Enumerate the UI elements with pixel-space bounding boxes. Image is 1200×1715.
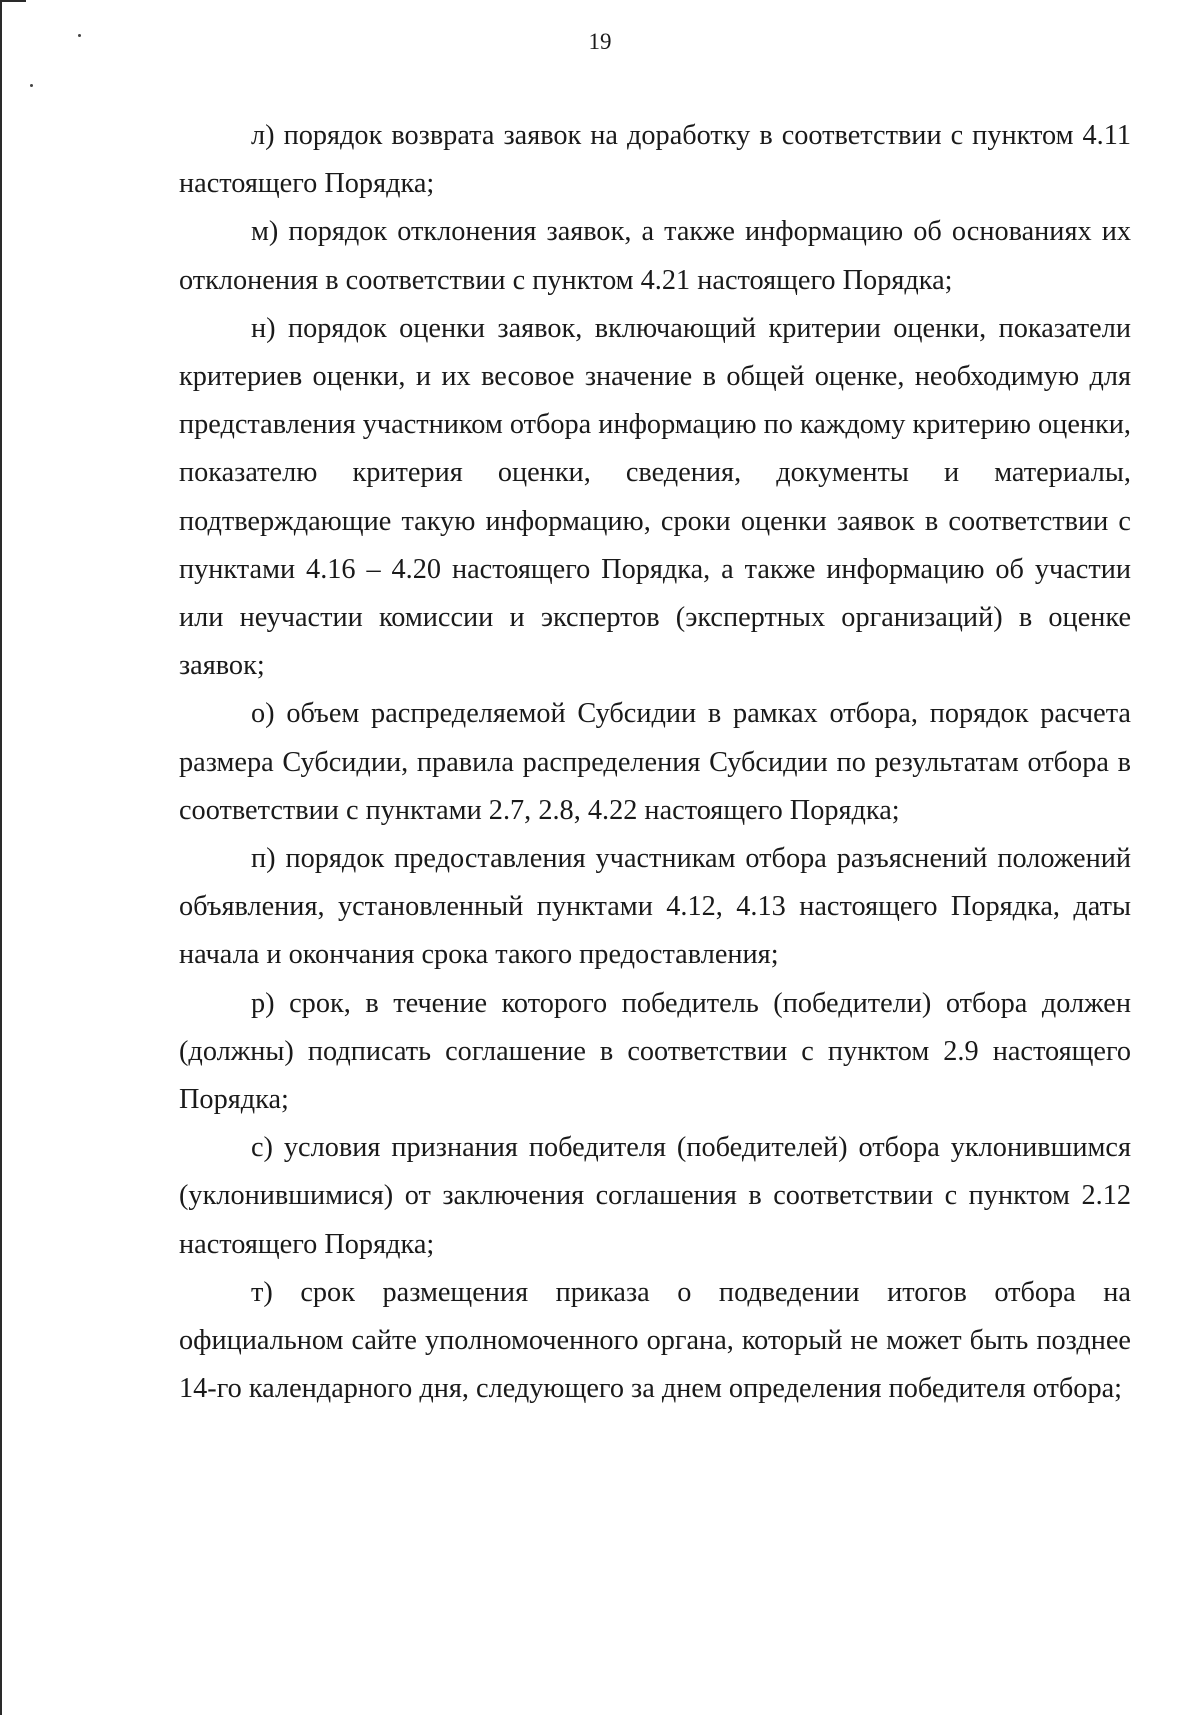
paragraph-s: с) условия признания победителя (победителей) отбора уклонившимся (уклонившимися) от заключения соглашения в соответствии с пунктом 2.12 настоящего Порядка; <box>179 1132 1131 1260</box>
paragraph-t: т) срок размещения приказа о подведении итогов отбора на официальном сайте уполномоченного органа, который не может быть позднее 14-го календарного дня, следующего за днем определения победителя отбора; <box>179 1276 1131 1405</box>
scan-left-edge <box>0 0 2 1715</box>
paragraph-m: м) порядок отклонения заявок, а также информацию об основаниях их отклонения в соответствии с пунктом 4.21 настоящего Порядка; <box>179 216 1131 296</box>
document-body <box>179 112 1131 1413</box>
paragraph-p: п) порядок предоставления участникам отбора разъяснений положений объявления, установленный пунктами 4.12, 4.13 настоящего Порядка, даты начала и окончания срока такого предоставления; <box>179 843 1131 971</box>
paragraph-r: р) срок, в течение которого победитель (победители) отбора должен (должны) подписать соглашение в соответствии с пунктом 2.9 настоящего Порядка; <box>179 987 1131 1116</box>
paragraph-l: л) порядок возврата заявок на доработку в соответствии с пунктом 4.11 настоящего Порядка; <box>179 120 1131 200</box>
page-number: 19 <box>588 29 612 54</box>
paragraph-n: н) порядок оценки заявок, включающий критерии оценки, показатели критериев оценки, и их весовое значение в общей оценке, необходимую для представления участником отбора информацию по каждому критерию оценки, показателю критерия оценки, сведения, документы и материалы, подтверждающие такую информацию, сроки оценки заявок в соответствии с пунктами 4.16 – 4.20 настоящего Порядка, а также информацию об участии или неучастии комиссии и экспертов (экспертных организаций) в оценке заявок; <box>179 312 1131 682</box>
paragraph-o: о) объем распределяемой Субсидии в рамках отбора, порядок расчета размера Субсидии, правила распределения Субсидии по результатам отбора в соответствии с пунктами 2.7, 2.8, 4.22 настоящего Порядка; <box>179 698 1131 826</box>
scan-speck <box>30 84 33 87</box>
scan-top-mark <box>0 0 26 2</box>
